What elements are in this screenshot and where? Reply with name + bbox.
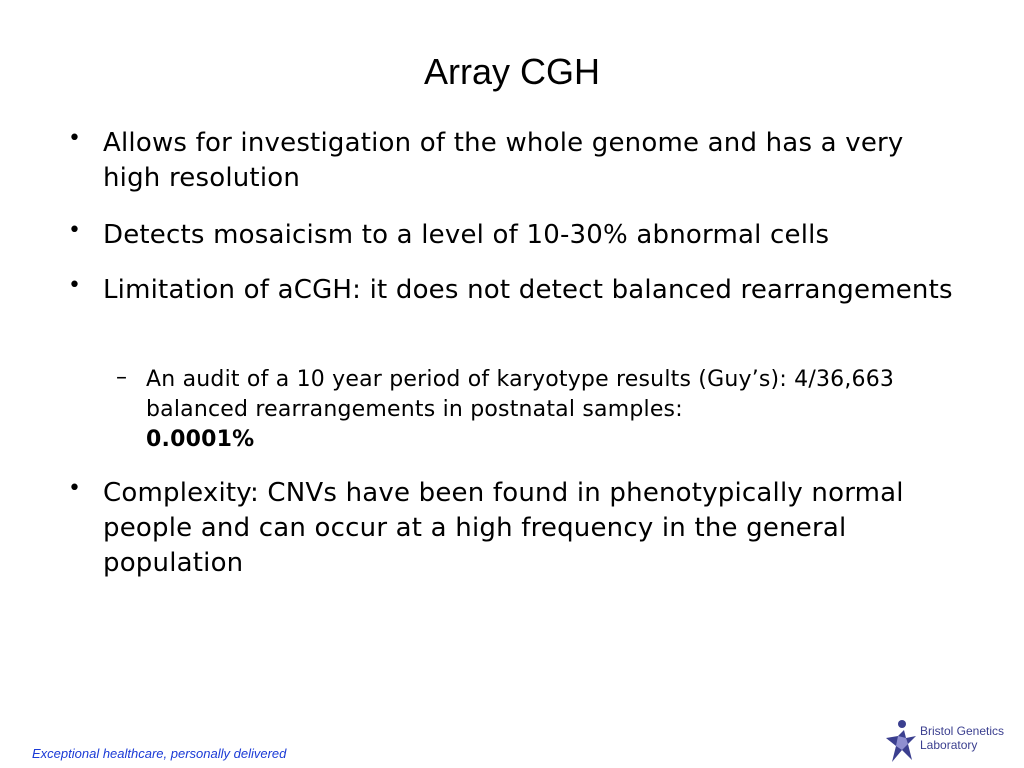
- logo-text: [920, 724, 1004, 752]
- logo-line1: Bristol Genetics: [920, 724, 1005, 738]
- bullet-marker: •: [68, 273, 81, 298]
- star-figure-icon: [880, 716, 920, 766]
- logo: [880, 716, 1010, 766]
- slide-title: Array CGH: [423, 51, 600, 92]
- sub-bullet-text: [146, 365, 966, 455]
- bullet-text: Complexity: CNVs have been found in phenotypically normal people and can occur at a high frequency in the general population: [103, 478, 904, 578]
- logo-line2: Laboratory: [920, 738, 978, 752]
- bullet-text: Limitation of aCGH: it does not detect balanced rearrangements: [103, 275, 953, 305]
- bullet-marker: •: [68, 218, 81, 243]
- bullet-marker: •: [68, 476, 81, 501]
- footer-tagline: Exceptional healthcare, personally delivered: [32, 746, 287, 761]
- sub-bullet-bold-value: 0.0001%: [146, 427, 255, 452]
- bullet-text: Detects mosaicism to a level of 10-30% abnormal cells: [103, 220, 830, 250]
- bullet-marker: •: [68, 126, 81, 151]
- bullet-text: Allows for investigation of the whole genome and has a very high resolution: [103, 128, 904, 193]
- sub-bullet-body: An audit of a 10 year period of karyotype results (Guy’s): 4/36,663 balanced rearrangements in postnatal samples:: [146, 367, 895, 422]
- sub-bullet-marker: –: [116, 365, 127, 390]
